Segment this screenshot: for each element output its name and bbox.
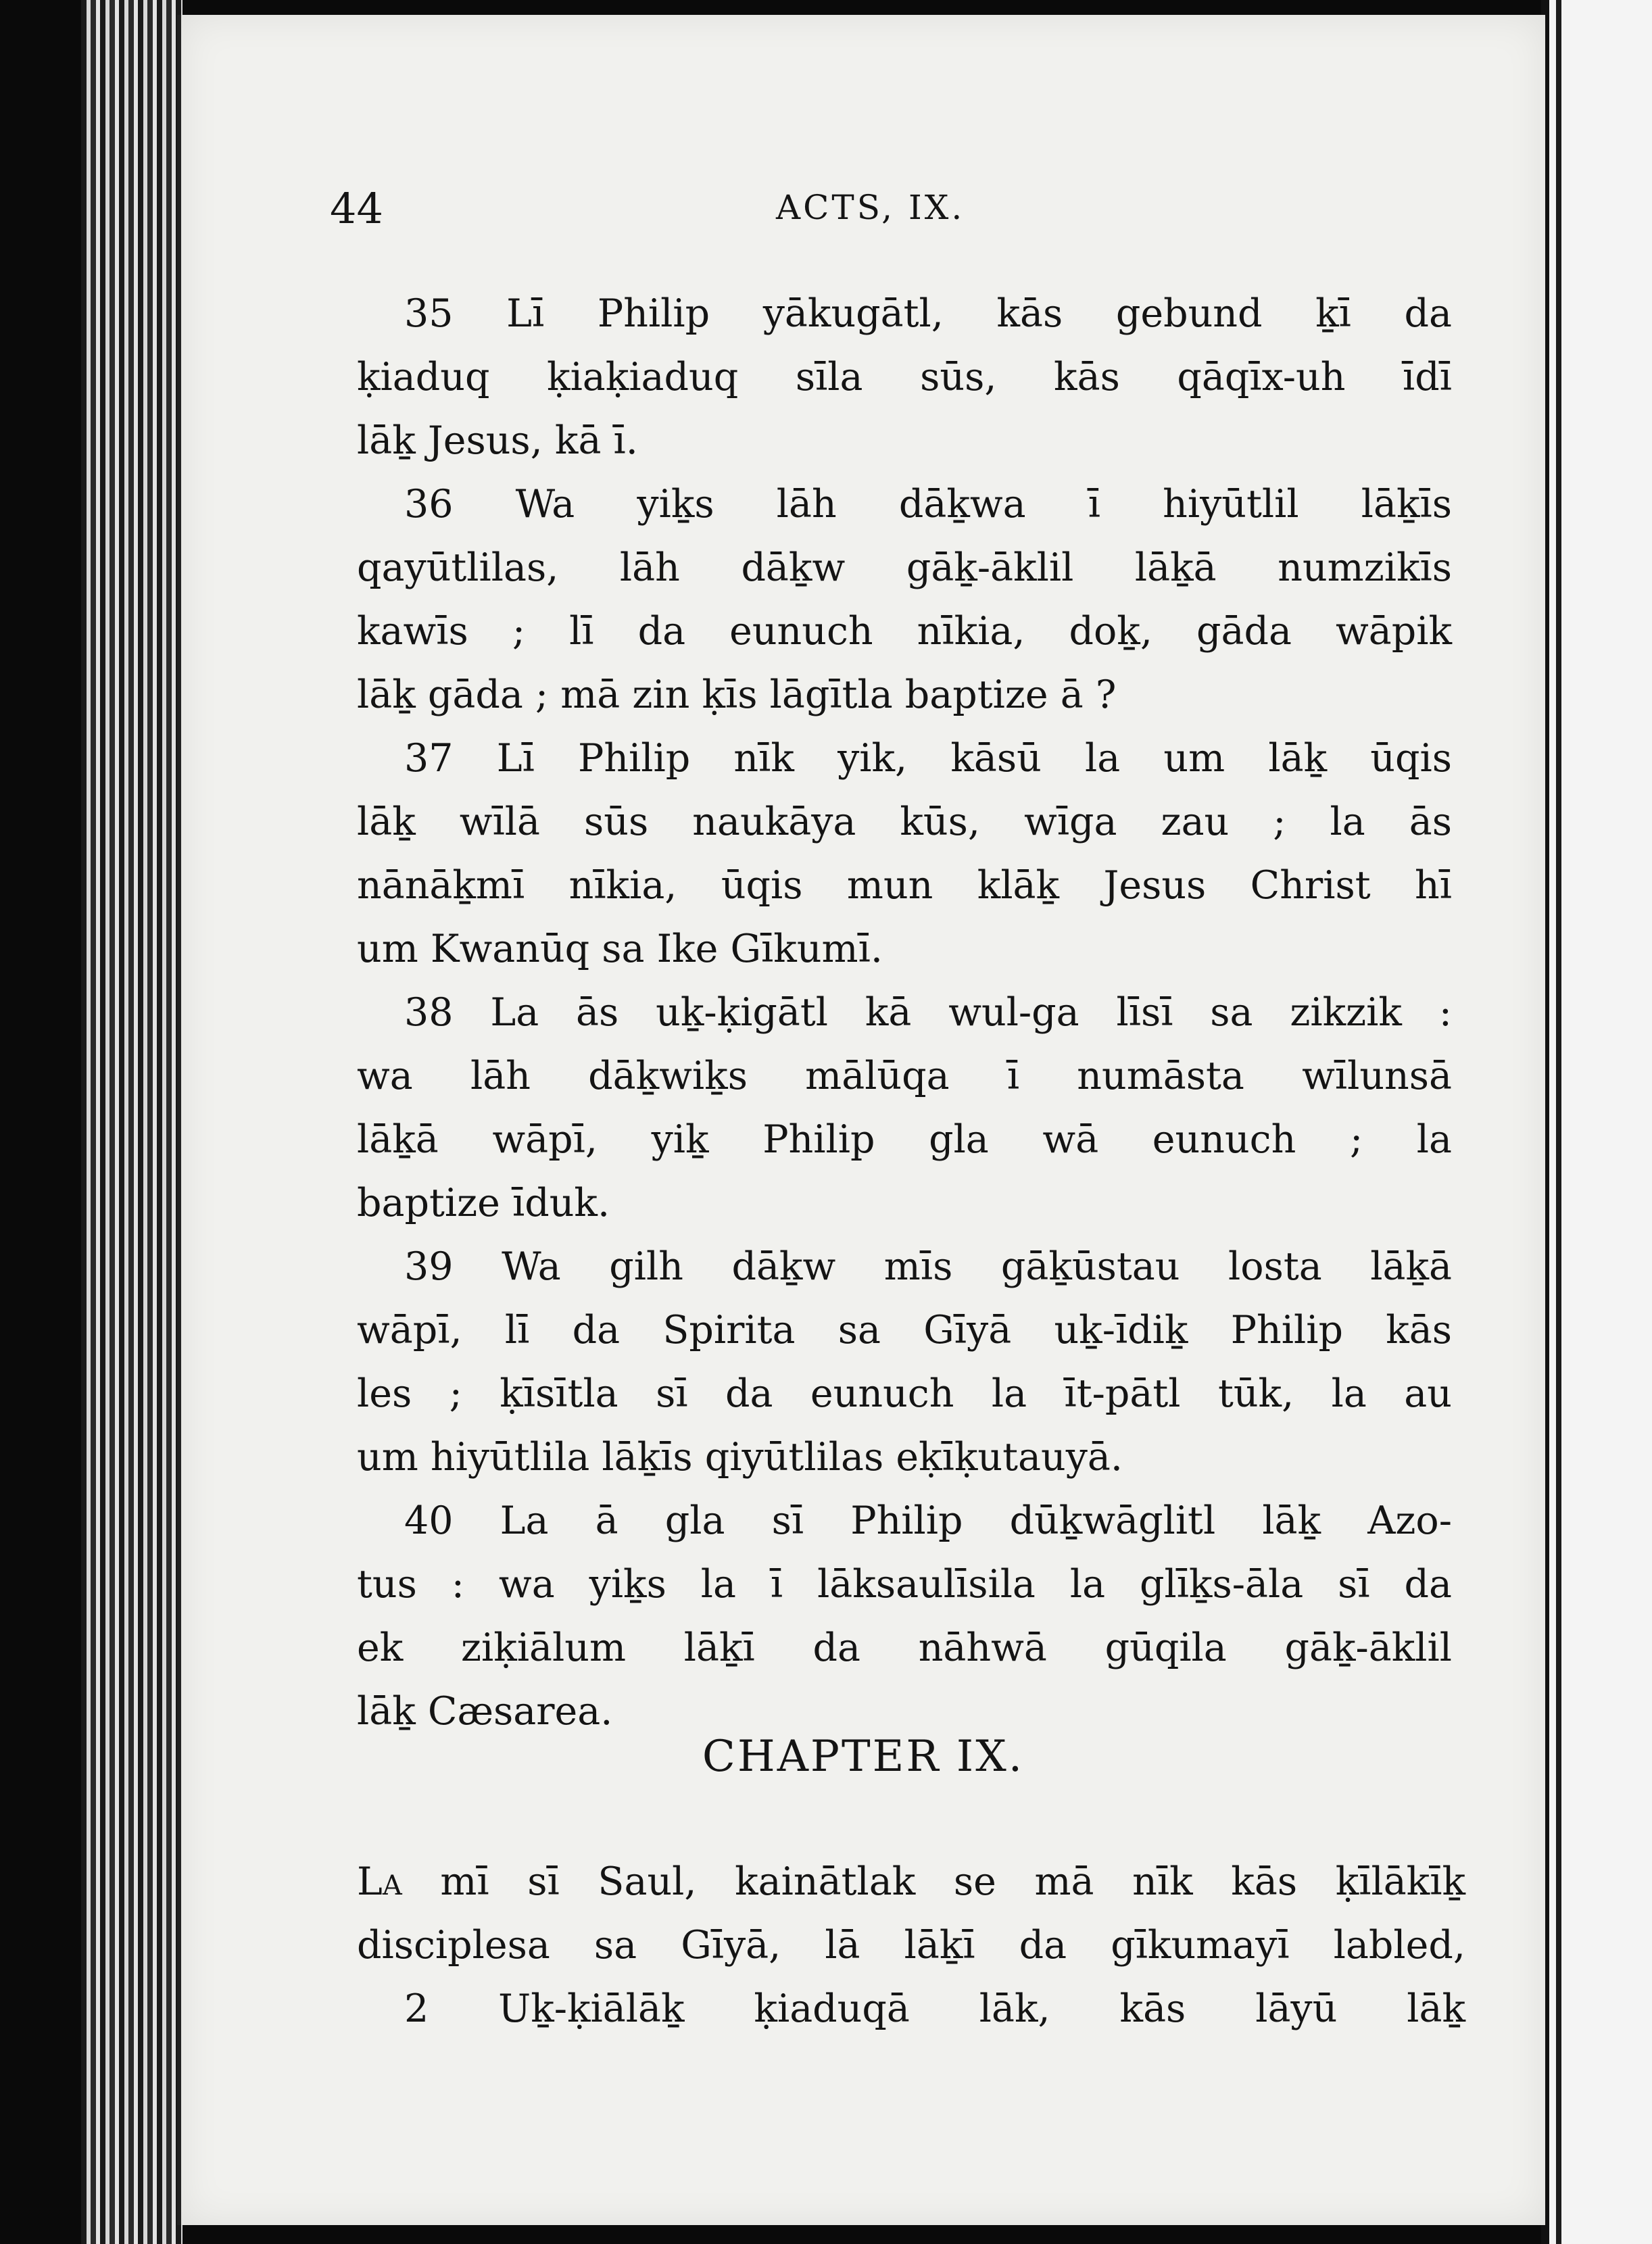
text-line: nānāḵmī nīkia, ūqis mun klāḵ Jesus Christ hī	[357, 863, 1452, 908]
text-line: um hiyūtlila lāḵīs qiyūtlilas eḳīḳutauyā.	[357, 1435, 1123, 1480]
book-spine-edges	[81, 0, 183, 2244]
text-line: 37 Lī Philip nīk yik, kāsū la um lāḵ ūqis	[404, 736, 1452, 781]
running-title: ACTS, IX.	[776, 188, 965, 227]
right-page-edge	[1541, 0, 1652, 2244]
text-line: ḳiaduq ḳiaḳiaduq sīla sūs, kās qāqīx-uh īdī	[357, 355, 1452, 399]
chapter-lead-word: La	[357, 1859, 402, 1904]
text-line: 38 La ās uḵ-ḳigātl kā wul-ga līsī sa zikzik :	[404, 990, 1452, 1035]
book-page	[177, 15, 1545, 2225]
text-line: lāḵā wāpī, yiḵ Philip gla wā eunuch ; la	[357, 1117, 1452, 1162]
text-line: wāpī, lī da Spirita sa Gīyā uḵ-īdiḵ Philip kās	[357, 1308, 1452, 1352]
text-line: um Kwanūq sa Ike Gīkumī.	[357, 927, 883, 971]
right-border-line	[1556, 0, 1561, 2244]
page-number: 44	[330, 184, 383, 233]
chapter-line-text: mī sī Saul, kainātlak se mā nīk kās ḳīlākīḵ	[402, 1859, 1465, 1904]
text-line: 35 Lī Philip yākugātl, kās gebund ḵī da	[404, 291, 1452, 336]
text-line: baptize īduk.	[357, 1181, 610, 1225]
text-line: lāḵ wīlā sūs naukāya kūs, wīga zau ; la ās	[357, 800, 1452, 844]
text-line: lāḵ gāda ; mā zin ḳīs lāgītla baptize ā ?	[357, 673, 1117, 717]
text-line: 36 Wa yiḵs lāh dāḵwa ī hiyūtlil lāḵīs	[404, 482, 1452, 527]
text-line: kawīs ; lī da eunuch nīkia, doḵ, gāda wāpik	[357, 609, 1452, 654]
text-line: 40 La ā gla sī Philip dūḵwāglitl lāḵ Azo-	[404, 1498, 1452, 1543]
chapter-line	[357, 1850, 1465, 1913]
text-line: lāḵ Cæsarea.	[357, 1689, 613, 1734]
text-line: 39 Wa gilh dāḵw mīs gāḵūstau losta lāḵā	[404, 1244, 1452, 1289]
chapter-line: disciplesa sa Gīyā, lā lāḵī da gīkumayī labled,	[357, 1923, 1465, 1968]
chapter-heading: CHAPTER IX.	[702, 1732, 1025, 1782]
text-line: ek ziḳiālum lāḵī da nāhwā gūqila gāḵ-āklil	[357, 1626, 1452, 1670]
text-line: les ; ḳīsītla sī da eunuch la īt-pātl tūk, la au	[357, 1371, 1452, 1416]
chapter-text	[357, 1850, 1465, 2041]
text-line: lāḵ Jesus, kā ī.	[357, 418, 638, 463]
chapter-line: 2 Uḵ-ḳiālāḵ ḳiaduqā lāk, kās lāyū lāḵ	[404, 1986, 1465, 2031]
body-text	[357, 282, 1452, 1743]
text-line: wa lāh dāḵwiḵs mālūqa ī numāsta wīlunsā	[357, 1054, 1452, 1098]
text-line: tus : wa yiḵs la ī lāksaulīsila la glīḵs-āla sī da	[357, 1562, 1452, 1607]
text-line: qayūtlilas, lāh dāḵw gāḵ-āklil lāḵā numzikīs	[357, 545, 1452, 590]
